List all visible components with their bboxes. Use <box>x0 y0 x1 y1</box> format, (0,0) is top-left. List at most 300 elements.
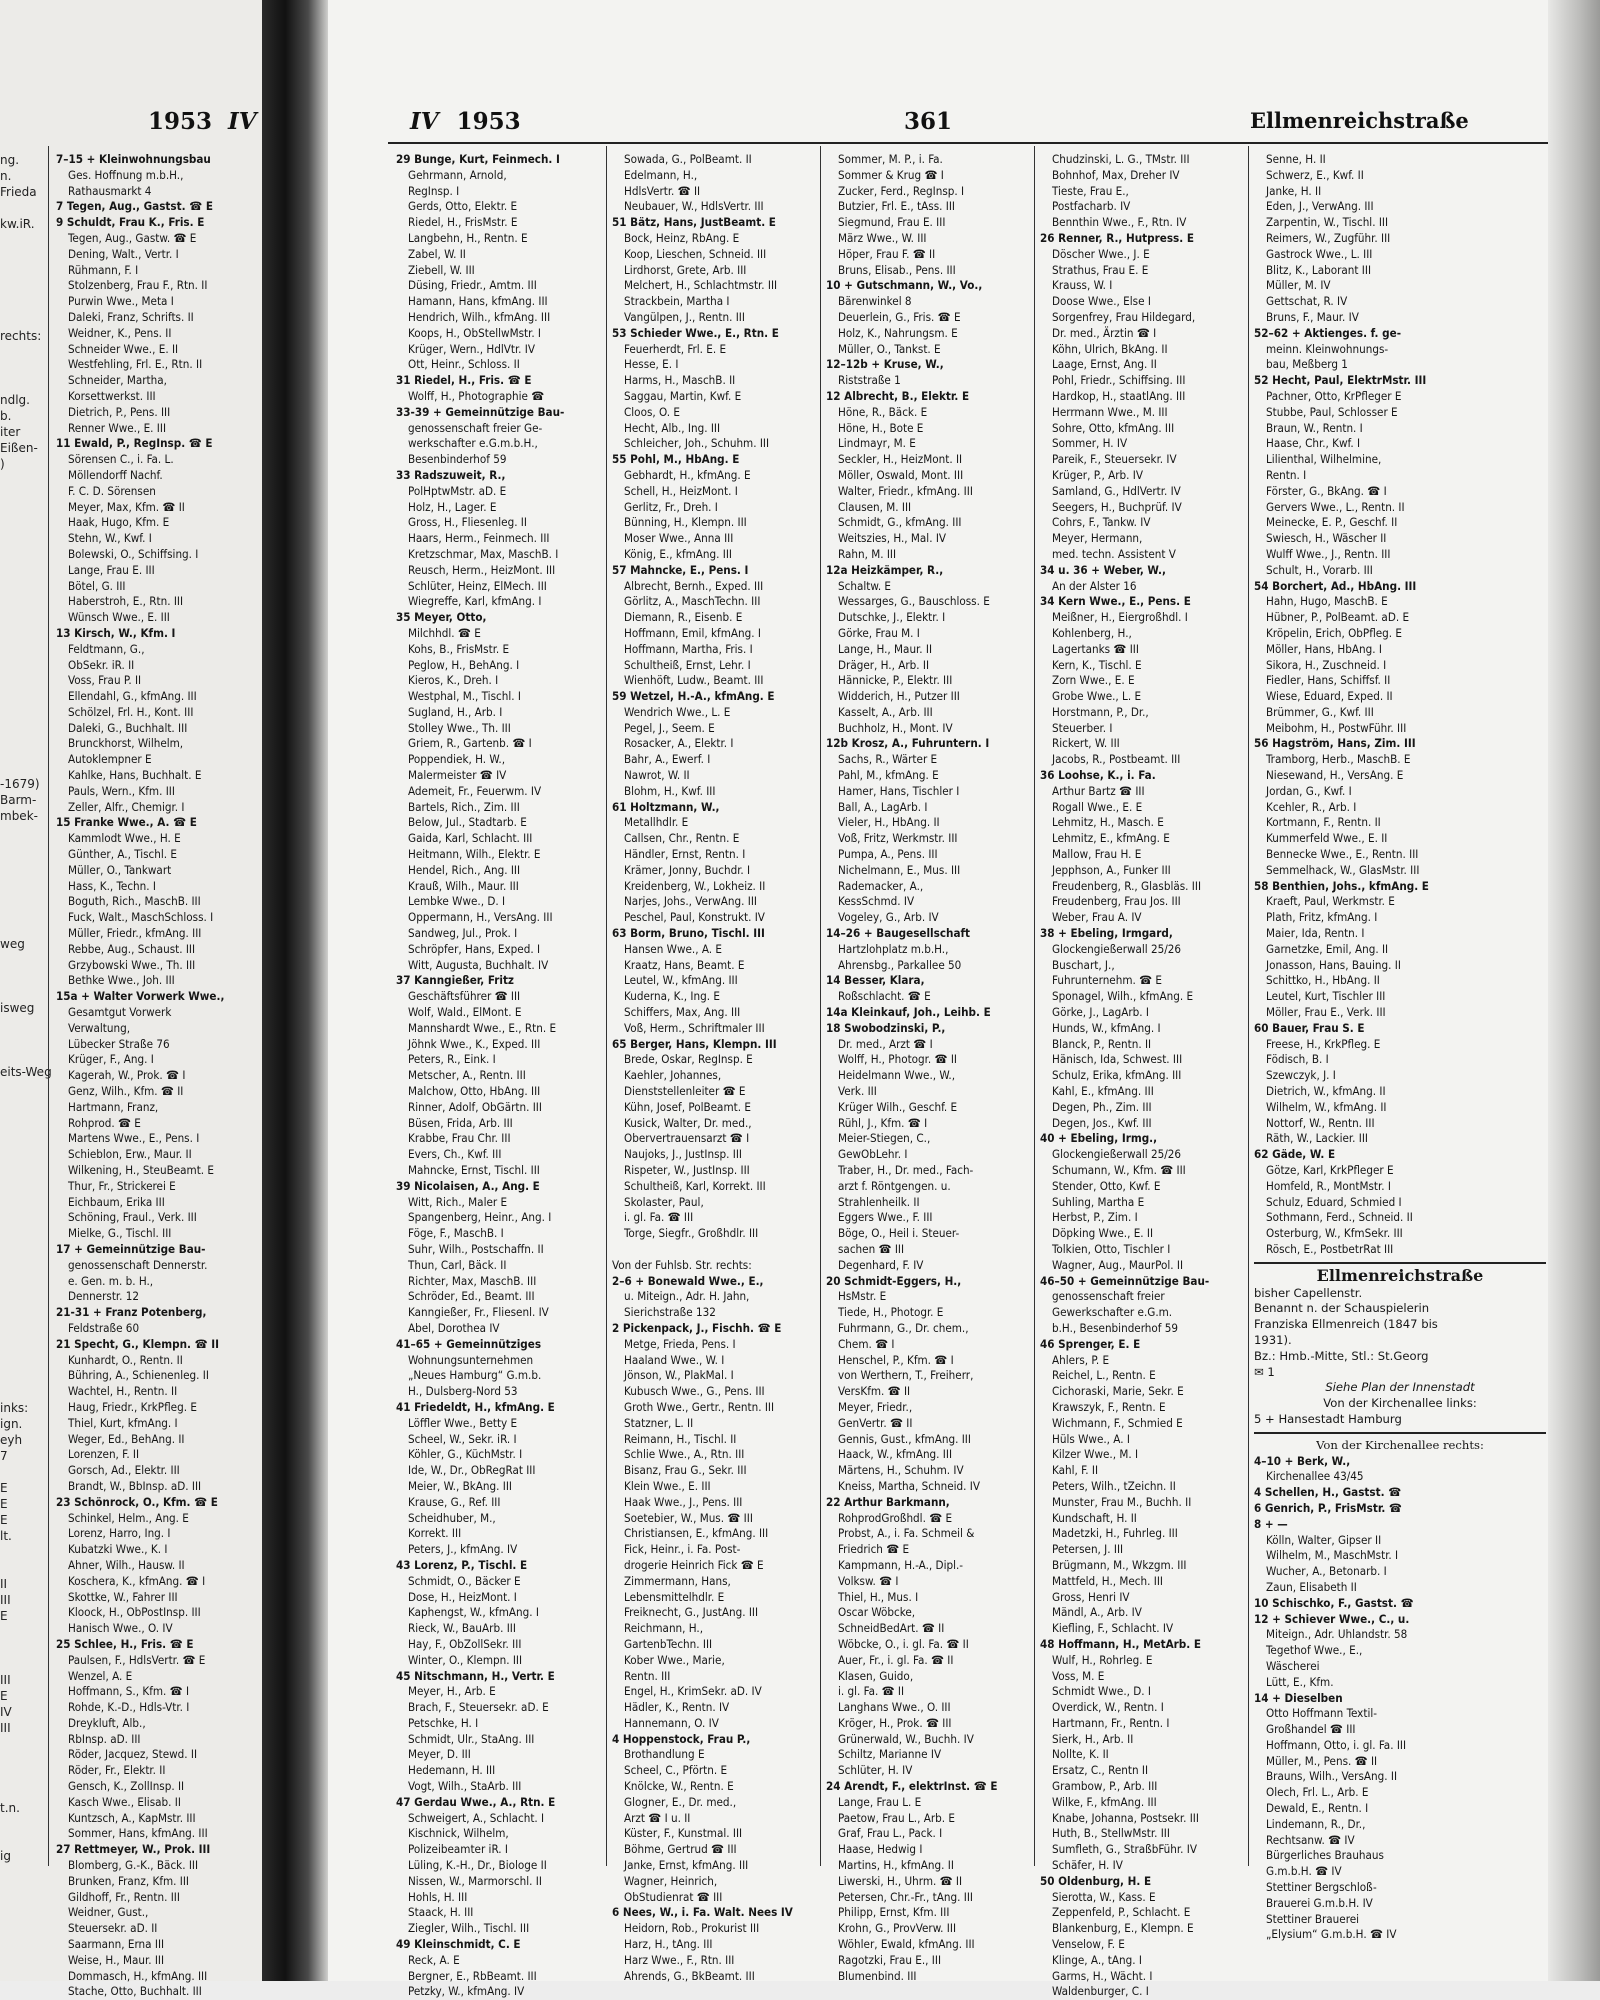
margin-fragment <box>0 632 46 648</box>
left-page-entry: Hartmann, Franz, <box>68 1099 159 1114</box>
directory-entry: Oppermann, H., VersAng. III <box>408 910 553 925</box>
left-page-entry: Rebbe, Aug., Schaust. III <box>68 941 196 956</box>
directory-entry: Kummerfeld Wwe., E. II <box>1266 831 1388 846</box>
left-page-header <box>148 108 257 135</box>
directory-entry: Szewczyk, J. I <box>1266 1068 1336 1083</box>
directory-entry: Kreidenberg, W., Lokheiz. II <box>624 878 766 893</box>
directory-entry: Rademacker, A., <box>838 878 924 893</box>
column-rule-1 <box>606 146 607 1866</box>
directory-entry: Janke, Ernst, kfmAng. III <box>624 1858 749 1873</box>
left-page-entry: Westfehling, Frl. E., Rtn. II <box>68 357 203 372</box>
directory-entry: Wolff, H., Photographie ☎ <box>408 388 545 403</box>
directory-entry: Wohnungsunternehmen <box>408 1352 534 1367</box>
directory-entry: Graf, Frau L., Pack. I <box>838 1826 943 1841</box>
directory-entry: Statzner, L. II <box>624 1415 694 1430</box>
directory-entry: 37 Kanngießer, Fritz <box>396 973 515 988</box>
directory-entry: Korrekt. III <box>408 1526 462 1541</box>
directory-entry: Sierichstraße 132 <box>624 1305 716 1320</box>
directory-entry: Schlüter, Heinz, ElMech. III <box>408 578 547 593</box>
directory-entry: Götze, Karl, KrkPfleger E <box>1266 1163 1394 1177</box>
directory-entry: 53 Schieder Wwe., E., Rtn. E <box>612 325 779 340</box>
left-page-entry: Dommasch, H., kfmAng. III <box>68 1968 208 1983</box>
directory-entry: Krüger, P., Arb. IV <box>1052 467 1143 482</box>
directory-entry: Mannshardt Wwe., E., Rtn. E <box>408 1020 557 1035</box>
directory-entry: Meyer, H., Arb. E <box>408 1684 496 1699</box>
directory-entry: Blanck, P., Rentn. II <box>1052 1036 1152 1051</box>
directory-entry: Hartmann, Fr., Rentn. I <box>1052 1715 1170 1730</box>
left-page-entry: Kubatzki Wwe., K. I <box>68 1542 168 1557</box>
margin-fragment <box>0 1288 46 1304</box>
directory-entry: Schell, H., HeizMont. I <box>624 483 738 498</box>
street-entry: 10 Schischko, F., Gastst. ☎ <box>1254 1595 1414 1610</box>
left-page-entry: Kunhardt, O., Rentn. II <box>68 1352 183 1367</box>
directory-entry: 14a Kleinkauf, Joh., Leihb. E <box>826 1005 991 1020</box>
directory-entry: 14–26 + Baugesellschaft <box>826 926 971 941</box>
directory-entry: Schlie Wwe., A., Rtn. III <box>624 1447 745 1462</box>
directory-entry: Rösch, E., PostbetrRat III <box>1266 1241 1394 1256</box>
margin-fragment: lt. <box>0 1529 12 1543</box>
directory-entry: Brügmann, M., Wkzgm. III <box>1052 1557 1187 1572</box>
margin-fragment <box>0 1560 46 1576</box>
directory-entry: 26 Renner, R., Hutpress. E <box>1040 230 1194 245</box>
left-page <box>0 0 262 1999</box>
directory-entry: 41 Friedeldt, H., kfmAng. E <box>396 1399 555 1414</box>
directory-entry: Leutel, W., kfmAng. III <box>624 973 738 988</box>
directory-entry: Freese, H., KrkPfleg. E <box>1266 1036 1381 1051</box>
street-entry: 6 Genrich, P., FrisMstr. ☎ <box>1254 1500 1402 1515</box>
directory-entry: 52–62 + Aktienges. f. ge- <box>1254 325 1402 340</box>
directory-entry: 63 Borm, Bruno, Tischl. III <box>612 926 765 941</box>
directory-entry: Schwerz, E., Kwf. II <box>1266 167 1364 182</box>
directory-entry: Krawszyk, F., Rentn. E <box>1052 1399 1166 1414</box>
left-page-entry: Krüger, F., Ang. I <box>68 1052 154 1067</box>
left-page-entry: Rühmann, F. I <box>68 262 139 277</box>
directory-entry: Chudzinski, L. G., TMstr. III <box>1052 152 1190 166</box>
left-page-entry: Schneider, Martha, <box>68 373 167 388</box>
directory-entry: Heidelmann Wwe., W., <box>838 1068 956 1083</box>
directory-entry: Bärenwinkel 8 <box>838 294 912 309</box>
directory-entry: Nichelmann, E., Mus. III <box>838 862 961 877</box>
left-page-column <box>56 152 260 1999</box>
directory-entry: Grambow, P., Arb. III <box>1052 1779 1158 1794</box>
directory-entry: Rogall Wwe., E. E <box>1052 799 1143 814</box>
directory-entry: Chem. ☎ I <box>838 1336 895 1351</box>
directory-entry: 31 Riedel, H., Fris. ☎ E <box>396 373 532 388</box>
margin-fragment <box>0 1080 46 1096</box>
left-page-entry: Brunckhorst, Wilhelm, <box>68 736 184 751</box>
directory-entry: Petschke, H. I <box>408 1715 479 1730</box>
margin-fragment <box>0 984 46 1000</box>
directory-entry: Bennthin Wwe., F., Rtn. IV <box>1052 215 1187 230</box>
directory-entry: Naujoks, J., JustInsp. III <box>624 1147 742 1162</box>
directory-entry: bau, Meßberg 1 <box>1266 357 1348 372</box>
margin-fragment <box>0 1464 46 1480</box>
left-page-entry: Eichbaum, Erika III <box>68 1194 165 1209</box>
directory-entry: Gebhardt, H., kfmAng. E <box>624 467 751 482</box>
directory-entry: 54 Borchert, Ad., HbAng. III <box>1254 578 1417 593</box>
directory-entry: Edelmann, H., <box>624 167 698 182</box>
directory-entry: Stubbe, Paul, Schlosser E <box>1266 404 1398 419</box>
directory-entry: VersKfm. ☎ II <box>838 1384 911 1399</box>
margin-fragment <box>0 1160 46 1176</box>
margin-fragment <box>0 280 46 296</box>
left-page-entry: 15a + Walter Vorwerk Wwe., <box>56 989 225 1004</box>
margin-fragment <box>0 1768 46 1784</box>
directory-entry: Görlitz, A., MaschTechn. III <box>624 594 761 609</box>
margin-fragment: iter <box>0 425 21 439</box>
directory-entry: Metallhdlr. E <box>624 815 689 830</box>
directory-entry: Meißner, H., Eiergroßhdl. I <box>1052 610 1188 625</box>
directory-entry: Hendel, Rich., Ang. III <box>408 862 521 877</box>
directory-entry: Lindmayr, M. E <box>838 436 916 451</box>
directory-entry: 49 Kleinschmidt, C. E <box>396 1937 521 1952</box>
directory-entry: Sumfleth, G., StraßbFühr. IV <box>1052 1842 1197 1857</box>
directory-entry: Bruns, F., Maur. IV <box>1266 309 1359 324</box>
directory-entry: Witt, Rich., Maler E <box>408 1194 508 1209</box>
directory-entry: Cichoraski, Marie, Sekr. E <box>1052 1384 1184 1399</box>
directory-entry: Strahlenheilk. II <box>838 1194 920 1209</box>
directory-entry: Sommer, M. P., i. Fa. <box>838 152 943 166</box>
directory-entry: 6 Nees, W., i. Fa. Walt. Nees IV <box>612 1905 793 1920</box>
directory-entry: Hannemann, O. IV <box>624 1715 719 1730</box>
left-page-entry: Genz, Wilh., Kfm. ☎ II <box>68 1084 184 1099</box>
directory-entry: Rosacker, A., Elektr. I <box>624 736 734 751</box>
left-page-entry: Schöning, Fraul., Verk. III <box>68 1210 197 1225</box>
directory-entry: Westphal, M., Tischl. I <box>408 689 521 704</box>
street-entry: Wucher, A., Betonarb. I <box>1266 1564 1387 1579</box>
directory-entry: Kraatz, Hans, Beamt. E <box>624 957 745 972</box>
directory-entry: Pareik, F., Steuersekr. IV <box>1052 452 1177 467</box>
directory-entry: Löffler Wwe., Betty E <box>408 1415 518 1430</box>
directory-entry: Callsen, Chr., Rentn. E <box>624 831 740 846</box>
street-description-line: Benannt n. der Schauspielerin <box>1254 1301 1430 1316</box>
directory-entry: Rinner, Adolf, ObGärtn. III <box>408 1099 542 1114</box>
directory-entry: Sierk, H., Arb. II <box>1052 1731 1134 1746</box>
left-page-entry: Korsettwerkst. III <box>68 388 156 403</box>
directory-entry <box>612 1242 816 1258</box>
margin-fragment <box>0 664 46 680</box>
directory-column-4 <box>1040 152 1244 1999</box>
directory-entry: Peglow, H., BehAng. I <box>408 657 520 672</box>
street-entry: Brauerei G.m.b.H. IV <box>1266 1895 1373 1910</box>
directory-entry: Kraeft, Paul, Werkmstr. E <box>1266 894 1395 909</box>
directory-entry: Homfeld, R., MontMstr. I <box>1266 1178 1391 1193</box>
left-page-column-rule <box>48 146 49 1866</box>
directory-entry: 2–6 + Bonewald Wwe., E., <box>612 1273 764 1288</box>
directory-entry: RohprodGroßhdl. ☎ E <box>838 1510 953 1525</box>
margin-fragment <box>0 696 46 712</box>
margin-fragment <box>0 520 46 536</box>
margin-fragment <box>0 1256 46 1272</box>
directory-entry: Knölcke, W., Rentn. E <box>624 1779 734 1794</box>
directory-entry: 43 Lorenz, P., Tischl. E <box>396 1557 528 1572</box>
directory-entry: Kneiss, Martha, Schneid. IV <box>838 1478 981 1493</box>
directory-entry: Wulf, H., Rohrleg. E <box>1052 1652 1153 1667</box>
street-section-title: Ellmenreichstraße <box>1316 1265 1484 1285</box>
directory-entry: Döpking Wwe., E. II <box>1052 1226 1154 1241</box>
left-page-entry: Voss, Frau P. II <box>68 673 142 688</box>
directory-entry: Krauss, W. I <box>1052 278 1113 293</box>
directory-entry: Sachs, R., Wärter E <box>838 752 938 767</box>
directory-entry: Schmidt, G., kfmAng. III <box>838 515 962 530</box>
directory-entry: Martins, H., kfmAng. II <box>838 1858 954 1873</box>
directory-entry: Hendrich, Wilh., kfmAng. III <box>408 309 551 324</box>
directory-entry: Kortmann, F., Rentn. II <box>1266 815 1381 830</box>
directory-entry: Witt, Augusta, Buchhalt. IV <box>408 957 549 972</box>
directory-entry: Thiel, H., Mus. I <box>838 1589 919 1604</box>
directory-entry: Klasen, Guido, <box>838 1668 914 1683</box>
directory-entry: Nottorf, W., Rentn. III <box>1266 1115 1375 1130</box>
directory-entry: Möller, Oswald, Mont. III <box>838 467 964 482</box>
directory-entry: Griem, R., Gartenb. ☎ I <box>408 736 532 751</box>
margin-fragment <box>0 920 46 936</box>
directory-entry: Soetebier, W., Mus. ☎ III <box>624 1510 753 1525</box>
margin-fragment <box>0 1832 46 1848</box>
directory-entry: Volksw. ☎ I <box>838 1573 899 1588</box>
directory-entry: Krüger Wilh., Geschf. E <box>838 1099 958 1114</box>
street-description-line: ✉ 1 <box>1254 1364 1275 1379</box>
directory-entry: SchneidBedArt. ☎ II <box>838 1621 945 1636</box>
directory-entry: Schultheiß, Ernst, Lehr. I <box>624 657 751 672</box>
directory-entry: Kanngießer, Fr., Fliesenl. IV <box>408 1305 549 1320</box>
margin-fragment: eyh <box>0 1433 23 1447</box>
directory-entry: Jöhnk Wwe., K., Exped. III <box>408 1036 541 1051</box>
street-description-line: bisher Capellenstr. <box>1254 1285 1363 1300</box>
left-page-entry: Dening, Walt., Vertr. I <box>68 246 179 261</box>
directory-entry: Friedrich ☎ E <box>838 1542 910 1557</box>
directory-entry: Walter, Friedr., kfmAng. III <box>838 483 973 498</box>
directory-entry: Voß, Fritz, Werkmstr. III <box>838 831 958 846</box>
directory-entry: arzt f. Röntgengen. u. <box>838 1178 951 1193</box>
directory-entry: Dräger, H., Arb. II <box>838 657 930 672</box>
directory-entry: Langbehn, H., Rentn. E <box>408 230 528 245</box>
directory-entry: Niesewand, H., VersAng. E <box>1266 768 1404 783</box>
street-entry: Großhandel ☎ III <box>1266 1722 1356 1737</box>
directory-entry: Büsen, Frida, Arb. III <box>408 1115 513 1130</box>
directory-entry: Stolley Wwe., Th. III <box>408 720 511 735</box>
directory-entry: Händler, Ernst, Rentn. I <box>624 847 746 862</box>
margin-fragment: Eißen- <box>0 441 38 455</box>
directory-entry: Postfacharb. IV <box>1052 199 1131 214</box>
directory-entry: Hansen Wwe., A. E <box>624 941 722 956</box>
margin-fragment <box>0 1304 46 1320</box>
left-page-entry: Brunken, Franz, Kfm. III <box>68 1873 190 1888</box>
directory-entry: Föge, F., MaschB. I <box>408 1226 504 1241</box>
directory-entry: März Wwe., W. III <box>838 230 927 245</box>
directory-entry: Krohn, G., ProvVerw. III <box>838 1921 957 1936</box>
directory-entry: Arthur Bartz ☎ III <box>1052 783 1145 798</box>
directory-entry: Feuerherdt, Frl. E. E <box>624 341 727 356</box>
directory-entry: Mahncke, Ernst, Tischl. III <box>408 1163 540 1177</box>
directory-entry: Hunds, W., kfmAng. I <box>1052 1020 1161 1035</box>
margin-fragment: E <box>0 1481 8 1495</box>
directory-entry: Gettschat, R. IV <box>1266 294 1348 309</box>
directory-entry: Clausen, M. III <box>838 499 912 514</box>
margin-fragment <box>0 1176 46 1192</box>
directory-entry: Sommer & Krug ☎ I <box>838 167 944 182</box>
left-page-entry: Wünsch Wwe., E. III <box>68 610 170 625</box>
margin-fragment <box>0 1640 46 1656</box>
left-page-entry: Rohde, K.-D., Hdls-Vtr. I <box>68 1700 190 1715</box>
directory-entry: Malchow, Otto, HbAng. III <box>408 1084 541 1099</box>
directory-entry: Zorn Wwe., E. E <box>1052 673 1135 688</box>
directory-column-5 <box>1254 152 1546 1942</box>
directory-entry: Grünerwald, W., Buchh. IV <box>838 1731 974 1746</box>
directory-entry: 56 Hagström, Hans, Zim. III <box>1254 736 1416 751</box>
directory-entry: Kcehler, R., Arb. I <box>1266 799 1357 814</box>
directory-entry: Wilke, F., kfmAng. III <box>1052 1794 1157 1809</box>
directory-entry: Cloos, O. E <box>624 404 680 419</box>
directory-entry: Heitmann, Wilh., Elektr. E <box>408 847 541 862</box>
directory-entry: Ott, Heinr., Schloss. II <box>408 357 520 372</box>
left-page-entry: Wilkening, H., SteuBeamt. E <box>68 1163 215 1177</box>
directory-entry: Bahr, A., Ewerf. I <box>624 752 711 767</box>
directory-entry: Gervers Wwe., L., Rentn. II <box>1266 499 1405 514</box>
directory-entry: Zabel, W. II <box>408 246 466 261</box>
directory-entry: Kahl, E., kfmAng. III <box>1052 1084 1154 1099</box>
margin-fragment <box>0 1736 46 1752</box>
left-page-entry: 7 Tegen, Aug., Gastst. ☎ E <box>56 199 213 214</box>
directory-entry: 22 Arthur Barkmann, <box>826 1494 950 1509</box>
directory-entry: Lange, Frau L. E <box>838 1794 922 1809</box>
directory-entry: Laage, Ernst, Ang. II <box>1052 357 1157 372</box>
directory-entry: Eggers Wwe., F. III <box>838 1210 933 1225</box>
running-head-street: Ellmenreichstraße <box>1250 108 1469 133</box>
directory-entry: 46 Sprenger, E. E <box>1040 1336 1141 1351</box>
left-page-entry: Röder, Jacquez, Stewd. II <box>68 1747 198 1762</box>
directory-entry: Weitszies, H., Mal. IV <box>838 531 947 546</box>
left-page-entry: Stache, Otto, Buchhalt. III <box>68 1984 202 1999</box>
directory-entry: Schweigert, A., Schlacht. I <box>408 1810 545 1825</box>
directory-entry: Freiknecht, G., JustAng. III <box>624 1605 759 1620</box>
directory-entry: Blitz, K., Laborant III <box>1266 262 1372 277</box>
directory-entry: meinn. Kleinwohnungs- <box>1266 341 1389 356</box>
directory-entry: Holz, K., Nahrungsm. E <box>838 325 958 340</box>
directory-entry: Bennecke Wwe., E., Rentn. III <box>1266 847 1419 862</box>
directory-entry: 4 Hoppenstock, Frau P., <box>612 1731 751 1746</box>
directory-entry: Bartels, Rich., Zim. III <box>408 799 520 814</box>
directory-entry: Tiede, H., Photogr. E <box>838 1305 944 1320</box>
directory-entry: Saggau, Martin, Kwf. E <box>624 388 742 403</box>
left-page-entry: Lange, Frau E. III <box>68 562 155 577</box>
left-page-entry: Gorsch, Ad., Elektr. III <box>68 1463 180 1478</box>
directory-entry: Blohm, H., Kwf. III <box>624 783 716 798</box>
directory-entry: Bisanz, Frau G., Sekr. III <box>624 1463 747 1478</box>
directory-entry: Arzt ☎ I u. II <box>624 1810 691 1825</box>
directory-entry: ObStudienrat ☎ III <box>624 1889 723 1904</box>
left-page-entry: 23 Schönrock, O., Kfm. ☎ E <box>56 1494 218 1509</box>
directory-entry: Meier, W., BkAng. III <box>408 1478 512 1493</box>
directory-entry: Hännicke, P., Elektr. III <box>838 673 953 688</box>
directory-entry: 52 Hecht, Paul, ElektrMstr. III <box>1254 373 1427 388</box>
margin-fragment: isweg <box>0 1001 35 1015</box>
left-page-entry: Feldtmann, G., <box>68 641 145 656</box>
directory-entry: Schlüter, H. IV <box>838 1763 913 1778</box>
directory-entry: Gerds, Otto, Elektr. E <box>408 199 518 214</box>
directory-entry: Krabbe, Frau Chr. III <box>408 1131 511 1146</box>
directory-entry: 34 Kern Wwe., E., Pens. E <box>1040 594 1191 609</box>
directory-entry: Lange, H., Maur. II <box>838 641 933 656</box>
margin-fragment <box>0 856 46 872</box>
directory-entry: Harms, H., MaschB. II <box>624 373 736 388</box>
right-page-year: 1953 <box>456 108 521 135</box>
directory-entry: Lilienthal, Wilhelmine, <box>1266 452 1382 467</box>
left-page-entry: 7–15 + Kleinwohnungsbau <box>56 152 211 166</box>
directory-entry: Tieste, Frau E., <box>1052 183 1129 198</box>
left-page-entry: Schinkel, Helm., Ang. E <box>68 1510 189 1525</box>
directory-entry: Wagner, Aug., MaurPol. II <box>1052 1257 1184 1272</box>
margin-fragment <box>0 1544 46 1560</box>
directory-entry: Wagner, Heinrich, <box>624 1873 718 1888</box>
directory-entry: Möller, Hans, HbAng. I <box>1266 641 1382 656</box>
left-page-entry: Purwin Wwe., Meta I <box>68 294 174 309</box>
directory-entry: Bruns, Elisab., Pens. III <box>838 262 956 277</box>
directory-entry: Garnetzke, Emil, Ang. II <box>1266 941 1389 956</box>
left-page-entry: Wenzel, A. E <box>68 1668 133 1683</box>
directory-entry: Gross, Henri IV <box>1052 1589 1130 1604</box>
directory-entry: Osterburg, W., KfmSekr. III <box>1266 1226 1403 1241</box>
left-page-entry: Gildhoff, Fr., Rentn. III <box>68 1889 180 1904</box>
directory-entry: Petersen, J. III <box>1052 1542 1124 1557</box>
directory-entry: Neubauer, W., HdlsVertr. III <box>624 199 764 214</box>
margin-fragment <box>0 1096 46 1112</box>
directory-entry: Dutschke, J., Elektr. I <box>838 610 946 625</box>
margin-fragment <box>0 1656 46 1672</box>
directory-entry: Obervertrauensarzt ☎ I <box>624 1131 750 1146</box>
directory-entry: Plath, Fritz, kfmAng. I <box>1266 910 1378 925</box>
directory-entry: Rieck, W., BauArb. III <box>408 1621 516 1636</box>
margin-fragment <box>0 536 46 552</box>
directory-entry: Klinge, A., tAng. I <box>1052 1952 1142 1967</box>
directory-entry: Strathus, Frau E. E <box>1052 262 1149 277</box>
directory-entry: Besenbinderhof 59 <box>408 452 507 467</box>
directory-entry: Brach, F., Steuersekr. aD. E <box>408 1700 549 1715</box>
margin-fragment <box>0 1240 46 1256</box>
left-page-entry: Meyer, Max, Kfm. ☎ II <box>68 499 185 514</box>
directory-entry: Rentn. III <box>624 1668 671 1683</box>
directory-entry: Rahn, M. III <box>838 546 897 561</box>
directory-entry: Höper, Frau F. ☎ II <box>838 246 936 261</box>
margin-fragment: II <box>0 1577 8 1591</box>
directory-entry: „Neues Hamburg“ G.m.b. <box>408 1368 542 1383</box>
directory-entry: Reimers, W., Zugführ. III <box>1266 230 1391 245</box>
directory-entry: Suhr, Wilh., Postschaffn. II <box>408 1241 544 1256</box>
margin-fragment <box>0 1048 46 1064</box>
margin-fragment: kw.iR. <box>0 217 35 231</box>
directory-entry: Evers, Ch., Kwf. III <box>408 1147 502 1162</box>
directory-entry: Lebensmittelhdlr. E <box>624 1589 725 1604</box>
left-page-entry: Schieblon, Erw., Maur. II <box>68 1147 192 1162</box>
directory-entry: Fuhrunternehm. ☎ E <box>1052 973 1163 988</box>
directory-entry: Rentn. I <box>1266 467 1307 482</box>
directory-entry: H., Dulsberg-Nord 53 <box>408 1384 518 1399</box>
directory-entry: Düsing, Friedr., Amtm. III <box>408 278 537 293</box>
directory-entry: Schulz, Eduard, Schmied I <box>1266 1194 1402 1209</box>
margin-fragment: inks: <box>0 1401 29 1415</box>
margin-fragment <box>0 552 46 568</box>
directory-entry: Haak Wwe., J., Pens. III <box>624 1494 743 1509</box>
left-page-entry: Wachtel, H., Rentn. II <box>68 1384 178 1399</box>
left-page-entry: 21 Specht, G., Klempn. ☎ II <box>56 1336 219 1351</box>
directory-entry: Schultheiß, Karl, Korrekt. III <box>624 1178 766 1193</box>
directory-entry: Hänisch, Ida, Schwest. III <box>1052 1052 1183 1067</box>
directory-entry: Kaphengst, W., kfmAng. I <box>408 1605 539 1620</box>
directory-entry: Moser Wwe., Anna III <box>624 531 734 546</box>
street-entry: 12 + Schiever Wwe., C., u. <box>1254 1611 1410 1626</box>
directory-entry: Spangenberg, Heinr., Ang. I <box>408 1210 552 1225</box>
margin-fragment: n. <box>0 169 12 183</box>
directory-entry: Glockengießerwall 25/26 <box>1052 1147 1182 1162</box>
